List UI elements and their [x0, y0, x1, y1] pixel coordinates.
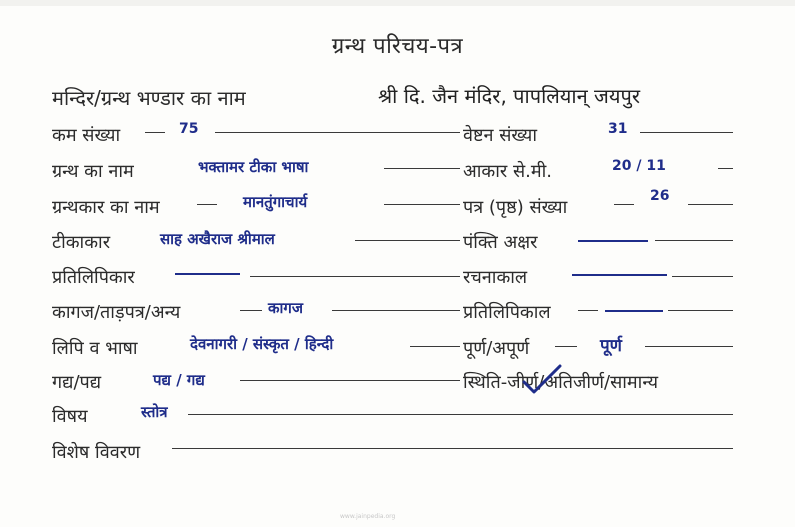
temple-value: श्री दि. जैन मंदिर, पापलियान् जयपुर: [378, 84, 641, 108]
copyist-label: प्रतिलिपिकार: [52, 267, 135, 288]
serial-number-value: 75: [179, 121, 199, 137]
material-underline-2: [332, 310, 460, 311]
granth-name-label: ग्रन्थ का नाम: [52, 161, 134, 182]
commentator-value: साह अखैराज श्रीमाल: [160, 230, 275, 248]
complete-underline: [555, 346, 577, 347]
subject-underline: [188, 414, 733, 415]
prose-verse-underline: [240, 380, 460, 381]
special-details-label: विशेष विवरण: [52, 442, 141, 463]
material-value: कागज: [268, 299, 303, 317]
folio-count-underline: [614, 204, 634, 205]
granth-name-underline: [384, 168, 460, 169]
composition-period-blank-mark: [572, 274, 667, 276]
card-edge: [0, 0, 795, 6]
special-details-underline: [172, 448, 733, 449]
lines-letters-label: पंक्ति अक्षर: [463, 232, 538, 253]
script-language-underline: [410, 346, 460, 347]
commentator-label: टीकाकार: [52, 232, 111, 253]
composition-period-label: रचनाकाल: [463, 267, 528, 288]
check-mark-icon: [522, 364, 562, 394]
copy-period-label: प्रतिलिपिकाल: [463, 302, 551, 323]
folio-count-value: 26: [650, 188, 670, 204]
granth-name-value: भक्तामर टीका भाषा: [198, 158, 309, 176]
copy-period-blank-mark: [605, 310, 663, 312]
lines-letters-blank-mark: [578, 240, 648, 242]
script-language-label: लिपि व भाषा: [52, 338, 138, 359]
script-language-value: देवनागरी / संस्कृत / हिन्दी: [190, 335, 334, 353]
copy-period-underline-2: [668, 310, 733, 311]
complete-incomplete-label: पूर्ण/अपूर्ण: [463, 338, 530, 359]
size-cm-value: 20 / 11: [612, 158, 666, 174]
complete-underline-2: [645, 346, 733, 347]
copy-period-underline: [578, 310, 598, 311]
subject-value: स्तोत्र: [141, 403, 168, 421]
author-name-underline: [197, 204, 217, 205]
watermark-text: www.jainpedia.org: [340, 513, 396, 520]
copyist-underline: [250, 276, 460, 277]
wrapper-number-underline: [640, 132, 733, 133]
size-cm-label: आकार से.मी.: [463, 161, 553, 182]
complete-value: पूर्ण: [600, 336, 622, 356]
material-underline: [240, 310, 262, 311]
commentator-underline: [355, 240, 460, 241]
composition-period-underline: [672, 276, 733, 277]
author-name-value: मानतुंगाचार्य: [243, 193, 308, 211]
serial-number-label: कम संख्या: [52, 125, 121, 146]
temple-label: मन्दिर/ग्रन्थ भण्डार का नाम: [52, 86, 246, 110]
material-label: कागज/ताड़पत्र/अन्य: [52, 302, 181, 323]
author-name-label: ग्रन्थकार का नाम: [52, 197, 160, 218]
condition-label: स्थिति-जीर्ण/अतिजीर्ण/सामान्य: [463, 372, 659, 393]
lines-letters-underline: [655, 240, 733, 241]
subject-label: विषय: [52, 406, 88, 427]
card-title: ग्रन्थ परिचय-पत्र: [331, 34, 464, 59]
prose-verse-label: गद्य/पद्य: [52, 372, 102, 393]
wrapper-number-value: 31: [608, 121, 628, 137]
wrapper-number-label: वेष्टन संख्या: [463, 125, 538, 146]
serial-number-underline: [145, 132, 165, 133]
size-cm-underline: [718, 168, 733, 169]
serial-number-underline-2: [215, 132, 460, 133]
prose-verse-value: पद्य / गद्य: [153, 371, 205, 389]
author-name-underline-2: [384, 204, 460, 205]
folio-count-label: पत्र (पृष्ठ) संख्या: [463, 197, 568, 218]
folio-count-underline-2: [688, 204, 733, 205]
copyist-blank-mark: [175, 273, 240, 275]
